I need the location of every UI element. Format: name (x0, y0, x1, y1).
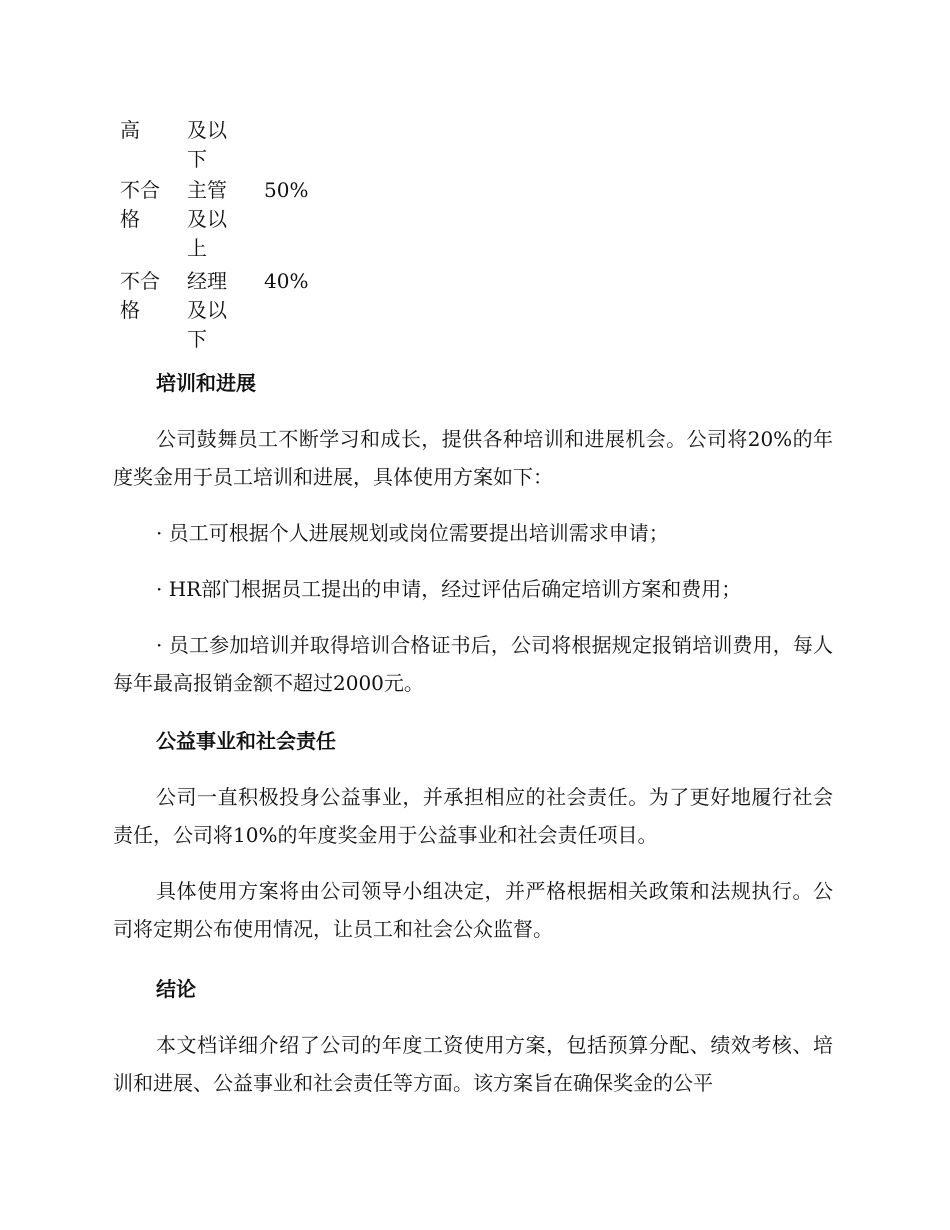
bonus-table (120, 116, 344, 358)
grade-cell: 不合格 (120, 269, 160, 322)
conclusion-heading (113, 974, 833, 1004)
charity-heading (113, 726, 833, 756)
grade-cell: 不合格 (120, 178, 160, 231)
table-row (120, 116, 344, 176)
training-bullet-3 (113, 626, 833, 702)
section-heading: 公益事业和社会责任 (156, 729, 336, 753)
bullet-item: · 员工可根据个人进展规划或岗位需要提出培训需求申请； (156, 521, 669, 545)
grade-cell: 高 (120, 118, 140, 142)
percent-cell: 40% (264, 269, 309, 293)
section-heading: 结论 (156, 977, 196, 1001)
paragraph: 公司一直积极投身公益事业，并承担相应的社会责任。为了更好地履行社会责任，公司将10%的年度奖金用于公益事业和社会责任项目。 (113, 785, 833, 847)
paragraph: 本文档详细介绍了公司的年度工资使用方案，包括预算分配、绩效考核、培训和进展、公益事业和社会责任等方面。该方案旨在确保奖金的公平 (113, 1033, 833, 1095)
level-cell: 经理及以下 (187, 269, 227, 351)
charity-para-2 (113, 872, 833, 948)
training-intro (113, 420, 833, 496)
training-bullet-1 (113, 514, 833, 552)
table-row (120, 176, 344, 267)
percent-cell: 50% (264, 178, 309, 202)
bullet-item: · HR部门根据员工提出的申请，经过评估后确定培训方案和费用； (156, 577, 742, 601)
training-heading (113, 368, 833, 398)
paragraph: 公司鼓舞员工不断学习和成长，提供各种培训和进展机会。公司将20%的年度奖金用于员工培训和进展，具体使用方案如下： (113, 427, 833, 489)
section-heading: 培训和进展 (156, 371, 256, 395)
bullet-item: · 员工参加培训并取得培训合格证书后，公司将根据规定报销培训费用，每人每年最高报销金额不超过2000元。 (113, 633, 833, 695)
level-cell: 及以下 (187, 118, 227, 171)
training-bullet-2 (113, 570, 833, 608)
paragraph: 具体使用方案将由公司领导小组决定，并严格根据相关政策和法规执行。公司将定期公布使用情况，让员工和社会公众监督。 (113, 879, 833, 941)
charity-para-1 (113, 778, 833, 854)
level-cell: 主管及以上 (187, 178, 227, 260)
table-row (120, 267, 344, 358)
conclusion-para (113, 1026, 833, 1102)
